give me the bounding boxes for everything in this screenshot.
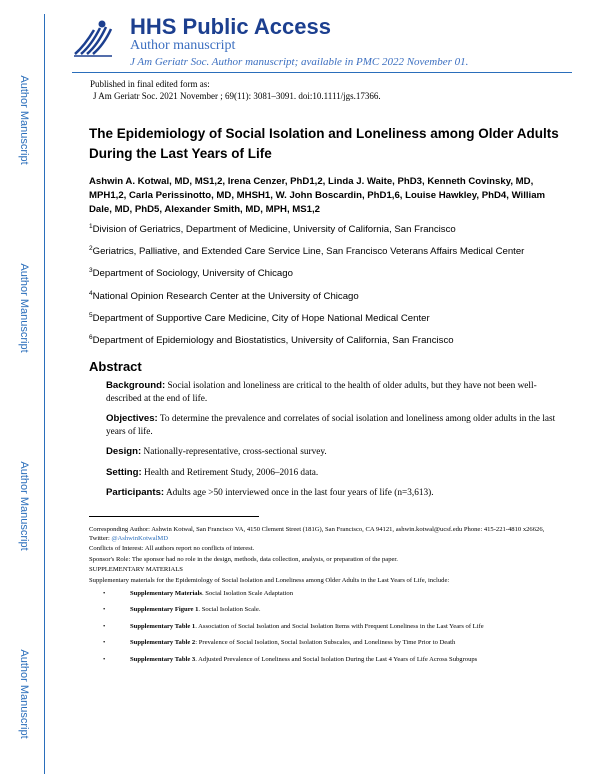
supplementary-text: . Association of Social Isolation and Social Isolation Items with Frequent Loneliness in the Last Years of Life — [195, 622, 484, 630]
article-body — [89, 124, 569, 508]
affiliation: $^5$Department of Supportive Care Medicine, City of Hope National Medical Center — [89, 311, 430, 324]
affiliation-list — [89, 220, 569, 347]
supplementary-heading: SUPPLEMENTARY MATERIALS — [89, 566, 183, 574]
supplementary-item — [89, 656, 559, 665]
abstract-text: To determine the prevalence and correlates of social isolation and loneliness among older adults in the last years of life. — [106, 414, 556, 437]
abstract-text: Health and Retirement Study, 2006–2016 data. — [144, 467, 319, 478]
publication-label: Published in final edited form as: — [90, 79, 210, 89]
supplementary-item — [89, 590, 559, 599]
sidebar-rule — [44, 14, 45, 774]
journal-line: J Am Geriatr Soc. Author manuscript; available in PMC 2022 November 01. — [130, 56, 469, 68]
header — [72, 14, 572, 74]
bullet-icon: • — [103, 589, 106, 597]
abstract-label: Background: — [106, 380, 166, 392]
author-list: Ashwin A. Kotwal, MD, MS1,2, Irena Cenzer, PhD1,2, Linda J. Waite, PhD3, Kenneth Covinsky, MD, MPH1,2, Carla Perissinotto, MD, MHSH1, W. John Boscardin, PhD1,6, Louise Hawkley, PhD4, William Dale, MD, PhD5, Alexander Smith, MD, MPH, MS1,2 — [89, 176, 546, 215]
affiliation: $^2$Geriatrics, Palliative, and Extended Care Service Line, San Francisco Veterans Affairs Medical Center — [89, 245, 525, 258]
sidebar-label: Author Manuscript — [18, 648, 30, 739]
abstract-label: Objectives: — [106, 413, 158, 425]
abstract-item — [106, 380, 569, 405]
sidebar — [0, 0, 55, 776]
supplementary-label: Supplementary Table 2 — [130, 639, 196, 647]
abstract-item — [106, 413, 569, 438]
hhs-subtitle: Author manuscript — [130, 38, 236, 53]
sidebar-label: Author Manuscript — [18, 74, 30, 165]
abstract-label: Participants: — [106, 487, 165, 499]
bullet-icon: • — [103, 606, 106, 614]
publication-info — [90, 78, 381, 102]
supplementary-text: . Social Isolation Scale Adaptation — [201, 589, 293, 597]
supplementary-intro: Supplementary materials for the Epidemiology of Social Isolation and Loneliness among Older Adults in the Last Years of Life, include: — [89, 576, 450, 584]
sidebar-label: Author Manuscript — [18, 262, 30, 353]
bullet-icon: • — [103, 655, 106, 663]
supplementary-text: . Adjusted Prevalence of Loneliness and Social Isolation During the Last 4 Years of Life Across Subgroups — [195, 655, 478, 663]
header-rule — [72, 72, 572, 73]
supplementary-item — [89, 639, 559, 648]
supplementary-label: Supplementary Table 3 — [130, 655, 196, 663]
abstract-label: Setting: — [106, 466, 142, 478]
correspondence: Corresponding Author: Ashwin Kotwal, San Francisco VA, 4150 Clement Street (181G), San Francisco, CA 94121, ashwin.kotwal@ucsf.edu Phone: 415-221-4810 x26626, Twitter: @AshwinKotwalMD — [89, 526, 545, 542]
hhs-title: HHS Public Access — [130, 14, 331, 39]
abstract-label: Design: — [106, 446, 142, 458]
affiliation: $^4$National Opinion Research Center at the University of Chicago — [89, 289, 359, 302]
supplementary-item — [89, 606, 559, 615]
supplementary-text: . Social Isolation Scale. — [198, 606, 261, 614]
affiliation: $^3$Department of Sociology, University of Chicago — [89, 267, 293, 280]
affiliation: $^1$Division of Geriatrics, Department of Medicine, University of California, San Francisco — [89, 223, 456, 236]
footnotes — [89, 526, 559, 673]
supplementary-item — [89, 623, 559, 632]
abstract-item — [106, 467, 569, 480]
supplementary-label: Supplementary Figure 1 — [130, 606, 199, 614]
hhs-eagle-logo-icon — [72, 18, 114, 58]
sidebar-label: Author Manuscript — [18, 460, 30, 551]
abstract-text: Social isolation and loneliness are critical to the health of older adults, but they have not been well-described at the end of life. — [106, 381, 537, 404]
article-title: The Epidemiology of Social Isolation and Loneliness among Older Adults During the Last Years of Life — [89, 126, 559, 161]
footnote-rule — [89, 516, 259, 517]
abstract-item — [106, 446, 569, 459]
abstract-text: Nationally-representative, cross-sectional survey. — [143, 447, 327, 458]
publication-citation: J Am Geriatr Soc. 2021 November ; 69(11): 3081–3091. doi:10.1111/jgs.17366. — [93, 91, 381, 101]
sponsor-role: Sponsor's Role: The sponsor had no role in the design, methods, data collection, analysis, or preparation of the paper. — [89, 555, 398, 563]
twitter-link[interactable]: @AshwinKotwalMD — [111, 534, 169, 542]
abstract-heading: Abstract — [89, 359, 142, 375]
bullet-icon: • — [103, 639, 106, 647]
supplementary-list — [89, 590, 559, 665]
supplementary-label: Supplementary Materials — [130, 589, 202, 597]
conflicts: Conflicts of Interest: All authors report no conflicts of interest. — [89, 545, 255, 553]
abstract-item — [106, 487, 569, 500]
affiliation: $^6$Department of Epidemiology and Biostatistics, University of California, San Francisco — [89, 333, 454, 347]
supplementary-label: Supplementary Table 1 — [130, 622, 196, 630]
abstract-list — [89, 380, 569, 500]
abstract-text: Adults age >50 interviewed once in the last four years of life (n=3,613). — [165, 488, 434, 499]
bullet-icon: • — [103, 622, 106, 630]
supplementary-text: : Prevalence of Social Isolation, Social Isolation Subscales, and Loneliness by Time Prior to Death — [195, 639, 456, 647]
